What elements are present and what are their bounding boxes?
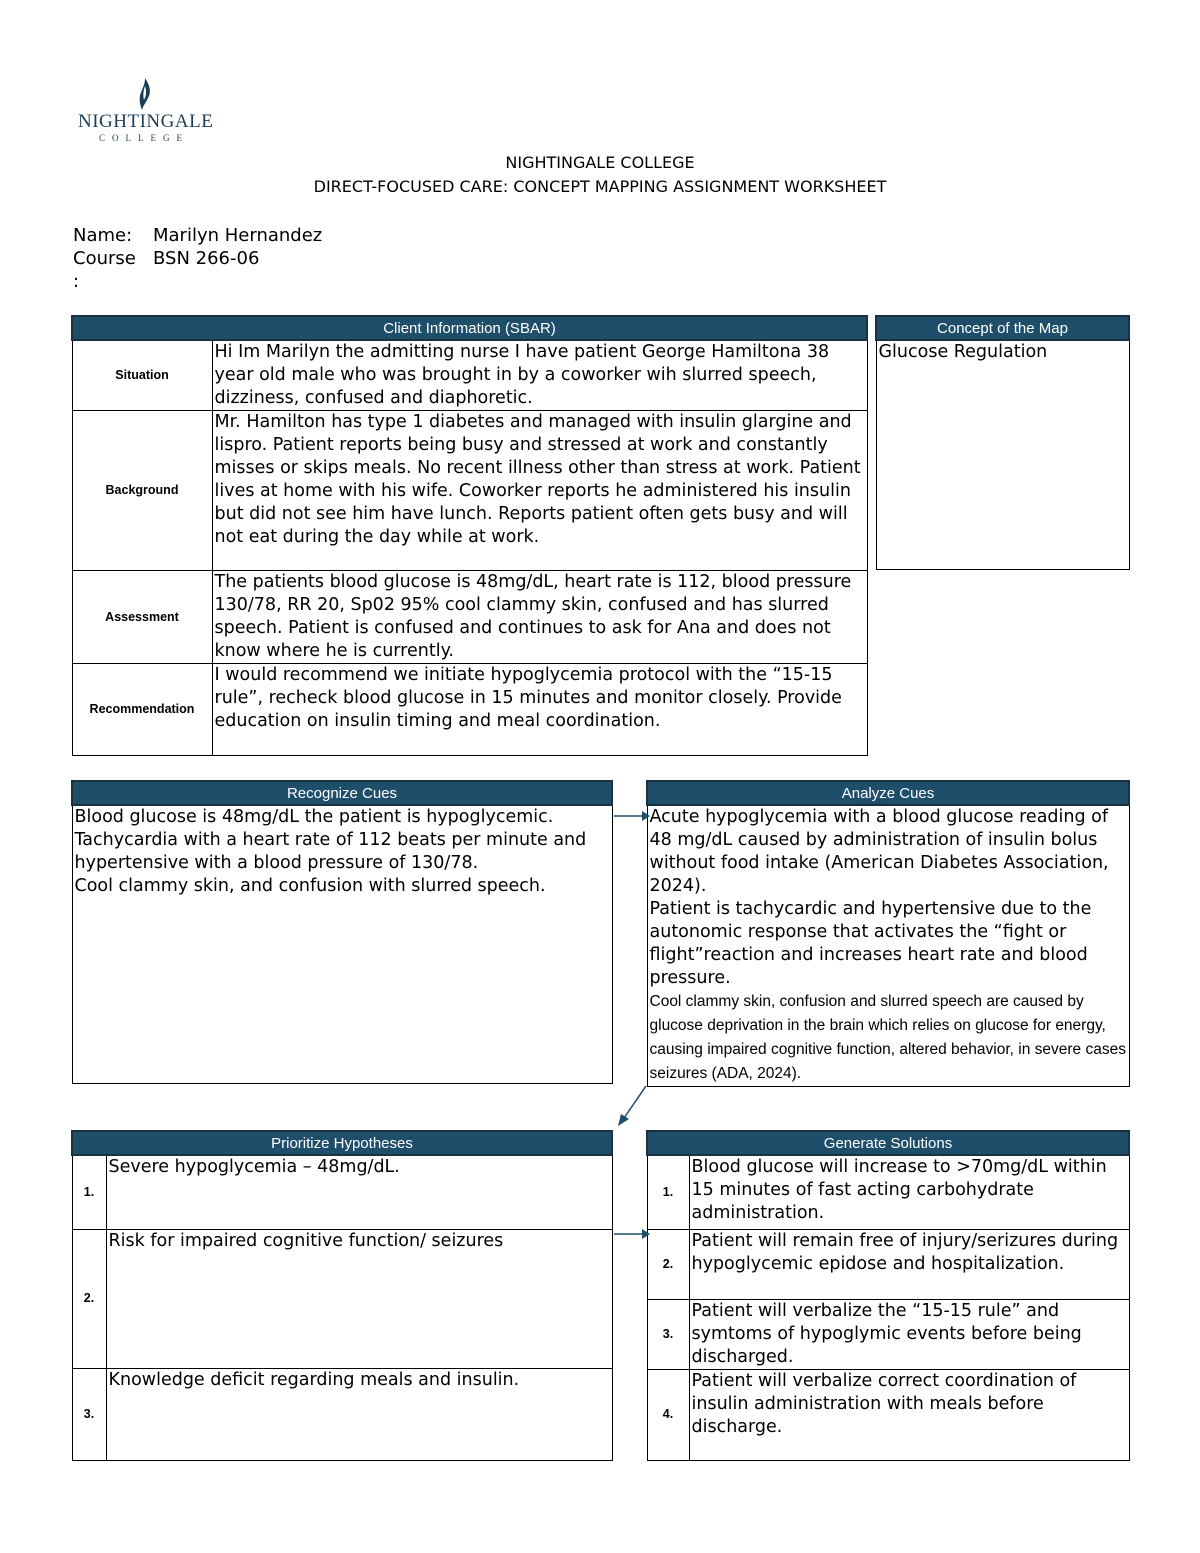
sbar-label-background: Background bbox=[72, 411, 212, 571]
course-field bbox=[73, 248, 259, 269]
student-name: Marilyn Hernandez bbox=[153, 225, 323, 246]
prioritize-text: Risk for impaired cognitive function/ seizures bbox=[106, 1229, 612, 1368]
sbar-text-recommendation: I would recommend we initiate hypoglycemia protocol with the “15-15 rule”, recheck blood glucose in 15 minutes and monitor closely. Provide education on insulin timing and meal coordination. bbox=[212, 664, 867, 756]
solution-num: 3. bbox=[647, 1299, 689, 1369]
prioritize-text: Knowledge deficit regarding meals and insulin. bbox=[106, 1368, 612, 1460]
name-field bbox=[73, 225, 322, 246]
sbar-text-situation: Hi Im Marilyn the admitting nurse I have patient George Hamiltona 38 year old male who was brought in by a coworker wih slurred speech, dizziness, confused and diaphoretic. bbox=[212, 340, 867, 411]
prioritize-num: 1. bbox=[72, 1155, 106, 1229]
recognize-cues-table bbox=[71, 780, 613, 1084]
flame-icon bbox=[136, 78, 154, 110]
analyze-cues-table bbox=[646, 780, 1130, 1087]
solution-text: Blood glucose will increase to >70mg/dL within 15 minutes of fast acting carbohydrate administration. bbox=[689, 1155, 1129, 1229]
recognize-cell bbox=[72, 805, 612, 1083]
sbar-label-situation: Situation bbox=[72, 340, 212, 411]
prioritize-text: Severe hypoglycemia – 48mg/dL. bbox=[106, 1155, 612, 1229]
analyze-small-text: Cool clammy skin, confusion and slurred speech are caused by glucose deprivation in the brain which relies on glucose for energy, causing impaired cognitive function, altered behavior, in severe cases seizures (ADA, 2024). bbox=[649, 993, 1126, 1082]
college-heading: NIGHTINGALE COLLEGE bbox=[505, 153, 695, 172]
course-colon: : bbox=[73, 271, 80, 292]
sbar-header: Client Information (SBAR) bbox=[72, 316, 867, 340]
concept-table bbox=[875, 315, 1130, 570]
sbar-text-background: Mr. Hamilton has type 1 diabetes and managed with insulin glargine and lispro. Patient reports being busy and stressed at work and constantly misses or skips meals. No recent illness other than stress at work. Patient lives at home with his wife. Coworker reports he administered his insulin but did not see him have lunch. Reports patient often gets busy and will not eat during the day while at work. bbox=[212, 411, 867, 571]
solution-text: Patient will remain free of injury/serizures during hypoglycemic epidose and hospitalization. bbox=[689, 1229, 1129, 1299]
arrow-down-left-icon bbox=[612, 1082, 652, 1132]
logo-sub: COLLEGE bbox=[99, 133, 189, 143]
analyze-header: Analyze Cues bbox=[647, 781, 1129, 805]
recognize-line: Cool clammy skin, and confusion with slurred speech. bbox=[74, 876, 546, 896]
worksheet-title: DIRECT-FOCUSED CARE: CONCEPT MAPPING ASSIGNMENT WORKSHEET bbox=[313, 177, 887, 196]
arrow-right-icon bbox=[612, 1224, 652, 1244]
prioritize-header: Prioritize Hypotheses bbox=[72, 1131, 612, 1155]
prioritize-num: 2. bbox=[72, 1229, 106, 1368]
analyze-line: Acute hypoglycemia with a blood glucose reading of 48 mg/dL caused by administration of insulin bolus without food intake (American Diabetes Association, 2024). bbox=[649, 807, 1109, 896]
arrow-right-icon bbox=[612, 806, 652, 826]
analyze-line: Patient is tachycardic and hypertensive due to the autonomic response that activates the “fight or flight”reaction and increases heart rate and blood pressure. bbox=[649, 899, 1092, 988]
prioritize-num: 3. bbox=[72, 1368, 106, 1460]
course-label: Course bbox=[73, 248, 136, 269]
sbar-label-recommendation: Recommendation bbox=[72, 664, 212, 756]
course-value: BSN 266-06 bbox=[153, 248, 260, 269]
solutions-table bbox=[646, 1130, 1130, 1461]
sbar-label-assessment: Assessment bbox=[72, 571, 212, 664]
sbar-table bbox=[71, 315, 868, 756]
concept-text: Glucose Regulation bbox=[876, 340, 1129, 569]
recognize-line: Blood glucose is 48mg/dL the patient is hypoglycemic. bbox=[74, 807, 554, 827]
name-label: Name: bbox=[73, 225, 133, 246]
logo-name: NIGHTINGALE bbox=[78, 111, 214, 132]
prioritize-table bbox=[71, 1130, 613, 1461]
solution-num: 1. bbox=[647, 1155, 689, 1229]
solution-text: Patient will verbalize the “15-15 rule” and symtoms of hypoglymic events before being discharged. bbox=[689, 1299, 1129, 1369]
solution-num: 2. bbox=[647, 1229, 689, 1299]
concept-header: Concept of the Map bbox=[876, 316, 1129, 340]
college-logo bbox=[78, 78, 214, 146]
sbar-text-assessment: The patients blood glucose is 48mg/dL, heart rate is 112, blood pressure 130/78, RR 20, Sp02 95% cool clammy skin, confused and has slurred speech. Patient is confused and continues to ask for Ana and does not know where he is currently. bbox=[212, 571, 867, 664]
recognize-line: Tachycardia with a heart rate of 112 beats per minute and hypertensive with a blood pressure of 130/78. bbox=[74, 830, 587, 873]
analyze-cell bbox=[647, 805, 1129, 1087]
solution-text: Patient will verbalize correct coordination of insulin administration with meals before discharge. bbox=[689, 1369, 1129, 1460]
solutions-header: Generate Solutions bbox=[647, 1131, 1129, 1155]
solution-num: 4. bbox=[647, 1369, 689, 1460]
recognize-header: Recognize Cues bbox=[72, 781, 612, 805]
